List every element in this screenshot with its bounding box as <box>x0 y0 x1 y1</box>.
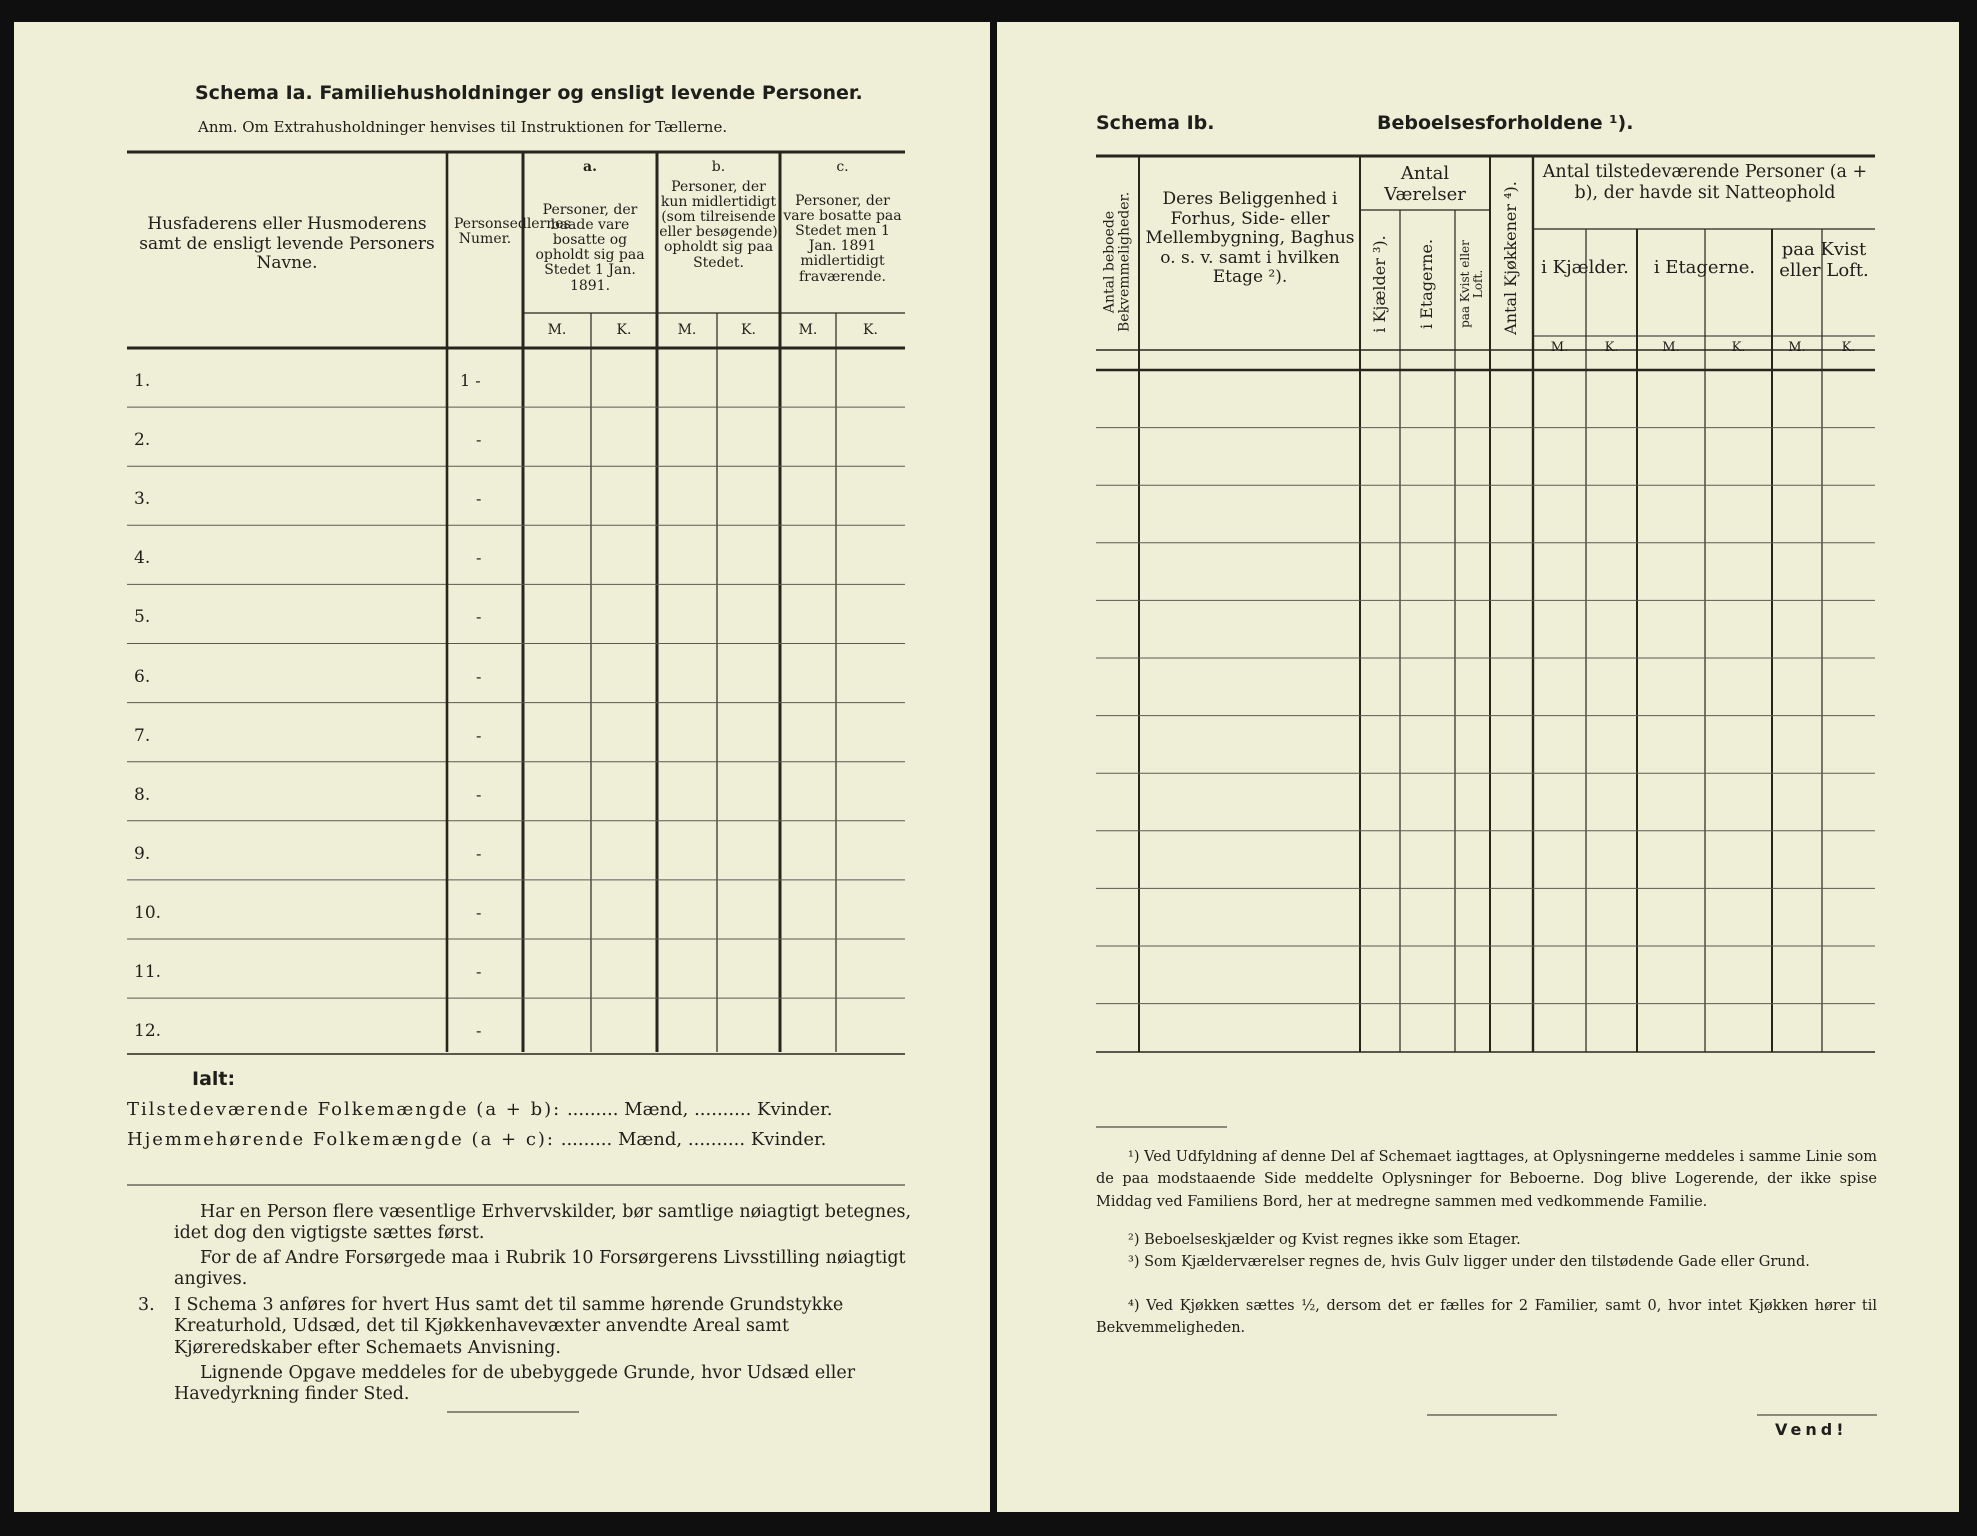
names-column-header: Husfaderens eller Husmoderens samt de ensligt levende Personers Navne. <box>139 214 435 274</box>
row-number: 3. <box>134 489 151 510</box>
etagerne-m: M. <box>1662 340 1680 355</box>
row-number: 2. <box>134 430 151 451</box>
col-a-header: Personer, der baade vare bosatte og opholdt sig paa Stedet 1 Jan. 1891. <box>535 202 645 294</box>
natteophold-header: Antal tilstedeværende Personer (a + b), der havde sit Natteophold <box>1542 162 1868 203</box>
footnote-3: ³) Som Kjælderværelser regnes de, hvis Gulv ligger under den tilstødende Gade eller Grund. <box>1128 1254 1810 1270</box>
totals-line-2-label: Hjemmehørende Folkemængde (a + c): <box>127 1129 555 1150</box>
col-b-letter: b. <box>711 159 726 175</box>
instruction-number: 3. <box>138 1295 155 1315</box>
annotation: Anm. Om Extrahusholdninger henvises til Instruktionen for Tællerne. <box>198 118 728 136</box>
etagerne-k: K. <box>1731 340 1746 355</box>
person-number: - <box>476 548 482 568</box>
vaer-kvist-header <box>1459 234 1485 334</box>
ialt-label: Ialt: <box>192 1068 236 1090</box>
row-number: 11. <box>134 962 162 982</box>
right-page <box>997 22 1959 1512</box>
person-number: - <box>476 489 482 509</box>
footnote-4: ⁴) Ved Kjøkken sættes ½, dersom det er fælles for 2 Familier, samt 0, hvor intet Kjøkken hører til Bekvemmeligheden. <box>1096 1298 1877 1337</box>
person-number: - <box>476 430 482 450</box>
instruction-4: Lignende Opgave meddeles for de ubebyggede Grunde, hvor Udsæd eller Havedyrkning finder Sted. <box>174 1363 856 1405</box>
row-number: 1. <box>134 371 151 391</box>
instruction-2: For de af Andre Forsørgede maa i Rubrik 10 Forsørgerens Livsstilling nøiagtigt angives. <box>174 1248 906 1290</box>
totals-line-1: Tilstedeværende Folkemængde (a + b): ......... Mænd, .......... Kvinder. <box>127 1099 833 1120</box>
row-number: 9. <box>134 843 151 864</box>
col-a-letter: a. <box>583 159 597 175</box>
col-b-k: K. <box>741 322 756 338</box>
person-number: - <box>476 607 482 627</box>
totals-line-1-label: Tilstedeværende Folkemængde (a + b): <box>127 1099 562 1120</box>
col-c-m: M. <box>798 322 818 338</box>
footnote-1: ¹) Ved Udfyldning af denne Del af Schemaet iagttages, at Oplysningerne meddeles i samme Linie som de paa modstaaende Side meddelte Oplysninger for Beboerne. Dog blive Logerende, der ikke spise Middag ved Familiens Bord, her at medregne sammen med vedkommende Familie. <box>1096 1149 1877 1210</box>
row-number: 12. <box>134 1021 162 1042</box>
col-a-k: K. <box>616 322 632 338</box>
col-c-k: K. <box>863 322 878 338</box>
vaer-etagerne-header: i Etagerne. <box>1417 238 1437 330</box>
bekvemmeligheder-header <box>1103 192 1134 332</box>
left-page <box>14 22 990 1512</box>
footnote-2: ²) Beboelseskjælder og Kvist regnes ikke som Etager. <box>1128 1232 1521 1248</box>
person-number: - <box>476 962 482 981</box>
number-column-header: Personsedlernes Numer. <box>454 216 571 248</box>
pers-kjaelder-header: i Kjælder. <box>1541 257 1629 278</box>
vaer-kvist-header-text: paa Kvist eller Loft. <box>1457 240 1485 328</box>
kvist-k: K. <box>1841 340 1856 355</box>
schema-1b-subtitle: Beboelsesforholdene ¹). <box>1377 112 1634 134</box>
totals-line-2-kvinder: Kvinder. <box>750 1129 827 1150</box>
person-number: 1 - <box>460 371 481 390</box>
col-c-header: Personer, der vare bosatte paa Stedet men 1 Jan. 1891 midlertidigt fraværende. <box>783 193 902 285</box>
row-number: 7. <box>134 725 151 746</box>
totals-line-1-kvinder: Kvinder. <box>757 1099 833 1120</box>
col-b-header: Personer, der kun midlertidigt (som tilreisende eller besøgende) opholdt sig paa Stedet. <box>659 179 778 271</box>
person-number: - <box>476 1021 482 1041</box>
bekvemmeligheder-header-text: Antal beboede Bekvemmeligheder. <box>1101 191 1133 332</box>
instruction-3: I Schema 3 anføres for hvert Hus samt det til samme hørende Grundstykke Kreaturhold, Udsæd, det til Kjøkkenhavevæxter anvendte Areal samt Kjøreredskaber efter Schemaets Anvisning. <box>174 1295 844 1358</box>
row-number: 10. <box>134 902 162 923</box>
col-b-m: M. <box>677 322 697 338</box>
vend-label: Vend! <box>1775 1420 1848 1439</box>
row-number: 8. <box>134 784 151 805</box>
kjaelder-m: M. <box>1550 340 1569 355</box>
instruction-1: Har en Person flere væsentlige Erhvervskilder, bør samtlige nøiagtigt betegnes, idet dog den vigtigste sættes først. <box>174 1202 912 1244</box>
totals-line-2: Hjemmehørende Folkemængde (a + c): ......... Mænd, .......... Kvinder. <box>127 1129 827 1150</box>
beliggenhed-header: Deres Beliggenhed i Forhus, Side- eller Mellembygning, Baghus o. s. v. samt i hvilken Etage ²). <box>1145 189 1355 288</box>
pers-etagerne-header: i Etagerne. <box>1653 257 1756 278</box>
kvist-m: M. <box>1788 340 1806 355</box>
row-number: 5. <box>134 607 151 628</box>
totals-line-1-maend: Mænd, <box>624 1099 689 1120</box>
kjaelder-k: K. <box>1604 340 1619 355</box>
row-number: 6. <box>134 666 151 687</box>
person-number: - <box>476 843 482 863</box>
pers-kvist-header: paa Kvist eller Loft. <box>1779 239 1869 281</box>
person-number: - <box>476 725 482 745</box>
totals-line-2-maend: Mænd, <box>617 1129 683 1150</box>
col-a-m: M. <box>547 322 567 338</box>
vaerelser-header: Antal Værelser <box>1384 163 1466 205</box>
person-number: - <box>476 902 482 922</box>
schema-1a-title: Schema Ia. Familiehusholdninger og ensligt levende Personer. <box>195 82 863 104</box>
col-c-letter: c. <box>836 159 849 175</box>
person-number: - <box>476 784 482 804</box>
kjokkener-header: Antal Kjøkkener ⁴). <box>1501 181 1521 335</box>
schema-1b-title: Schema Ib. <box>1096 112 1215 134</box>
vaer-kjaelder-header: i Kjælder ³). <box>1370 235 1390 333</box>
person-number: - <box>476 666 482 686</box>
row-number: 4. <box>134 548 151 569</box>
